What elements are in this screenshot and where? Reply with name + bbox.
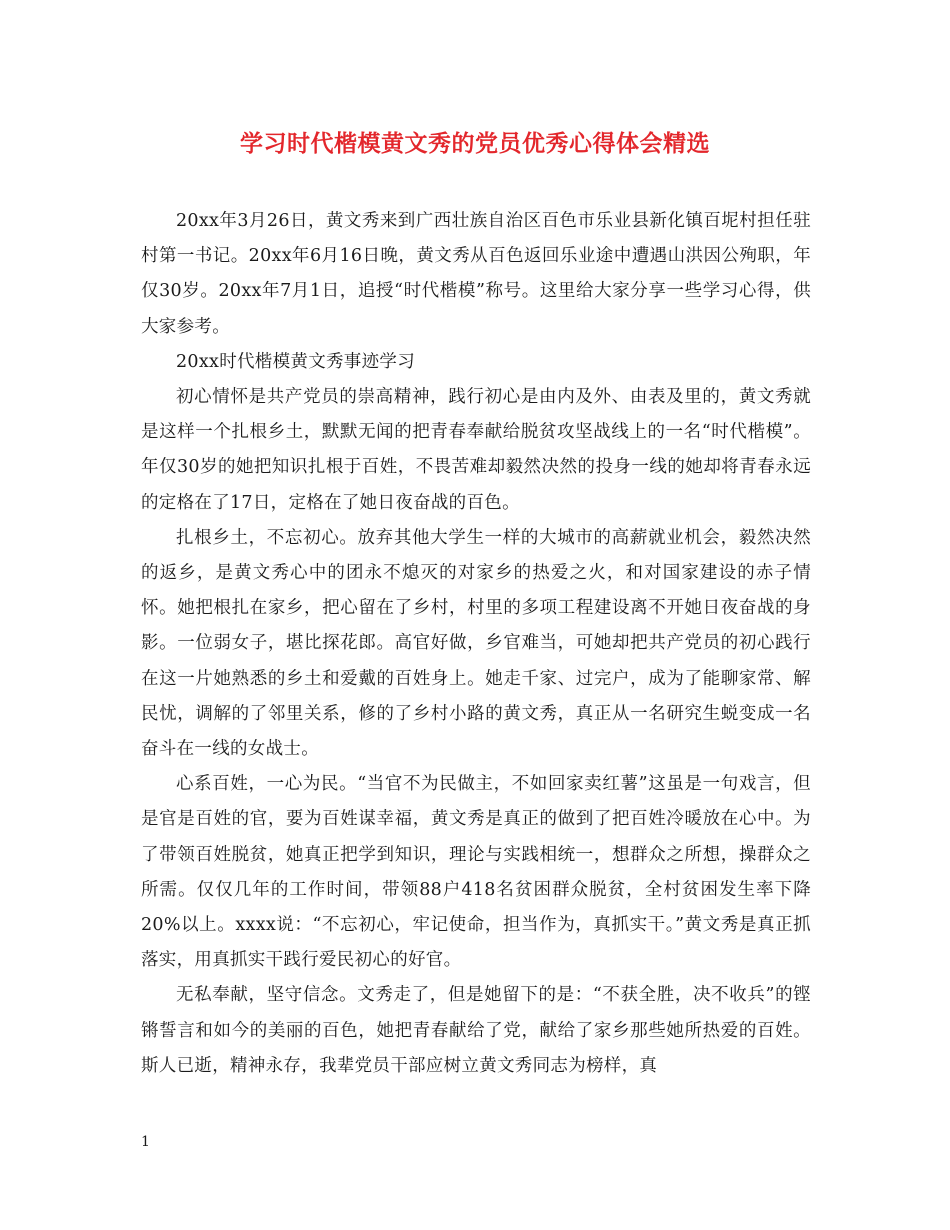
document-body [141,204,811,1084]
paragraph-original-aspiration: 初心情怀是共产党员的崇高精神，践行初心是由内及外、由表及里的，黄文秀就是这样一个扎根乡土，默默无闻的把青春奉献给脱贫攻坚战线上的一名“时代楷模”。年仅30岁的她把知识扎根于百姓，不畏苦难却毅然决然的投身一线的她却将青春永远的定格在了17日，定格在了她日夜奋战的百色。 [141,387,811,513]
paragraph-intro: 20xx年3月26日，黄文秀来到广西壮族自治区百色市乐业县新化镇百坭村担任驻村第一书记。20xx年6月16日晚，黄文秀从百色返回乐业途中遭遇山洪因公殉职，年仅30岁。20xx年7月1日，追授“时代楷模”称号。这里给大家分享一些学习心得，供大家参考。 [141,211,811,337]
paragraph-selfless-dedication: 无私奉献，坚守信念。文秀走了，但是她留下的是：“不获全胜，决不收兵”的铿锵誓言和如今的美丽的百色，她把青春献给了党，献给了家乡那些她所热爱的百姓。斯人已逝，精神永存，我辈党员干部应树立黄文秀同志为榜样，真 [141,985,811,1076]
document-title: 学习时代楷模黄文秀的党员优秀心得体会精选 [240,130,710,157]
page-number: 1 [141,1134,150,1150]
paragraph-rooted-in-hometown: 扎根乡土，不忘初心。放弃其他大学生一样的大城市的高薪就业机会，毅然决然的返乡，是黄文秀心中的团永不熄灭的对家乡的热爱之火，和对国家建设的赤子情怀。她把根扎在家乡，把心留在了乡村，村里的多项工程建设离不开她日夜奋战的身影。一位弱女子，堪比探花郎。高官好做，乡官难当，可她却把共产党员的初心践行在这一片她熟悉的乡土和爱戴的百姓身上。她走千家、过完户，成为了能聊家常、解民忧，调解的了邻里关系，修的了乡村小路的黄文秀，真正从一名研究生蜕变成一名奋斗在一线的女战士。 [141,527,811,760]
paragraph-subheading: 20xx时代楷模黄文秀事迹学习 [176,351,416,372]
paragraph-care-for-people: 心系百姓，一心为民。“当官不为民做主，不如回家卖红薯”这虽是一句戏言，但是官是百姓的官，要为百姓谋幸福，黄文秀是真正的做到了把百姓冷暖放在心中。为了带领百姓脱贫，她真正把学到知识，理论与实践相统一，想群众之所想，操群众之所需。仅仅几年的工作时间，带领88户418名贫困群众脱贫，全村贫困发生率下降20%以上。xxxx说：“不忘初心，牢记使命，担当作为，真抓实干。”黄文秀是真正抓落实，用真抓实干践行爱民初心的好官。 [141,774,811,971]
